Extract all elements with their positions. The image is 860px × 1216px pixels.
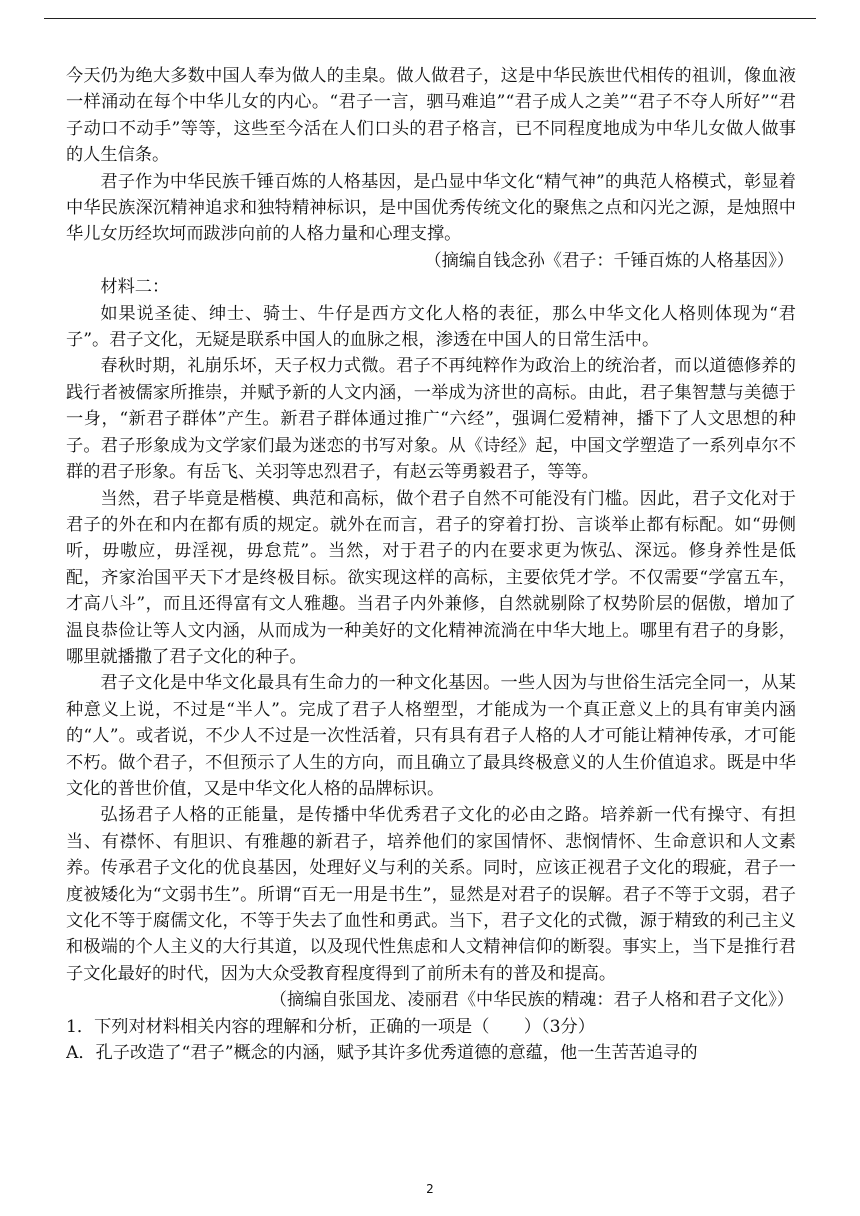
material2-paragraph: 君子文化是中华文化最具有生命力的一种文化基因。一些人因为与世俗生活完全同一，从某种意义上说，不过是“半人”。完成了君子人格塑型，才能成为一个真正意义上的具有审美内涵的“人”。或者说，不少人不过是一次性活着，只有具有君子人格的人才可能让精神传承，才可能不朽。做个君子，不但预示了人生的方向，而且确立了最具终极意义的人生价值追求。既是中华文化的普世价值，又是中华文化人格的品牌标识。	[66, 673, 796, 799]
material2-paragraph: 春秋时期，礼崩乐坏，天子权力式微。君子不再纯粹作为政治上的统治者，而以道德修养的践行者被儒家所推崇，并赋予新的人文内涵，一举成为济世的高标。由此，君子集智慧与美德于一身，“新君子群体”产生。新君子群体通过推广“六经”，强调仁爱精神，播下了人文思想的种子。君子形象成为文学家们最为迷恋的书写对象。从《诗经》起，中国文学塑造了一系列卓尔不群的君子形象。有岳飞、关羽等忠烈君子，有赵云等勇毅君子，等等。	[66, 356, 796, 483]
header-rule	[44, 18, 816, 19]
material1-paragraph: 君子作为中华民族千锤百炼的人格基因，是凸显中华文化“精气神”的典范人格模式，彰显着中华民族深沉精神追求和独特精神标识，是中国优秀传统文化的聚焦之点和闪光之源，是烛照中华儿女历经坎坷而跋涉向前的人格力量和心理支撑。	[66, 171, 796, 245]
material2-source: （摘编自张国龙、凌丽君《中华民族的精魂：君子人格和君子文化》）	[269, 990, 794, 1011]
question-stem: 1．下列对材料相关内容的理解和分析，正确的一项是（ ）（3分）	[66, 1016, 595, 1037]
question-option-a: A．孔子改造了“君子”概念的内涵，赋予其许多优秀道德的意蕴，他一生苦苦追寻的	[66, 1043, 698, 1064]
material2-paragraph: 如果说圣徒、绅士、骑士、牛仔是西方文化人格的表征，那么中华文化人格则体现为“君子”。君子文化，无疑是联系中国人的血脉之根，渗透在中国人的日常生活中。	[66, 303, 796, 351]
material1-paragraph-continued: 今天仍为绝大多数中国人奉为做人的圭臬。做人做君子，这是中华民族世代相传的祖训，像血液一样涌动在每个中华儿女的内心。“君子一言，驷马难追”“君子成人之美”“君子不夺人所好”“君子动口不动手”等等，这些至今活在人们口头的君子格言，已不同程度地成为中华儿女做人做事的人生信条。	[66, 66, 796, 166]
material2-paragraph: 当然，君子毕竟是楷模、典范和高标，做个君子自然不可能没有门槛。因此，君子文化对于君子的外在和内在都有质的规定。就外在而言，君子的穿着打扮、言谈举止都有标配。如“毋侧听，毋嗷应，毋淫视，毋怠荒”。当然，对于君子的内在要求更为恢弘、深远。修身养性是低配，齐家治国平天下才是终极目标。欲实现这样的高标，主要依凭才学。不仅需要“学富五车，才高八斗”，而且还得富有文人雅趣。当君子内外兼修，自然就剔除了权势阶层的倨傲，增加了温良恭俭让等人文内涵，从而成为一种美好的文化精神流淌在中华大地上。哪里有君子的身影，哪里就播撒了君子文化的种子。	[66, 488, 796, 667]
material2-label: 材料二：	[100, 277, 170, 298]
page-number: 2	[426, 1182, 434, 1196]
material2-paragraph: 弘扬君子人格的正能量，是传播中华优秀君子文化的必由之路。培养新一代有操守、有担当、有襟怀、有胆识、有雅趣的新君子，培养他们的家国情怀、悲悯情怀、生命意识和人文素养。传承君子文化的优良基因，处理好义与利的关系。同时，应该正视君子文化的瑕疵，君子一度被矮化为“文弱书生”。所谓“百无一用是书生”，显然是对君子的误解。君子不等于文弱，君子文化不等于腐儒文化，不等于失去了血性和勇武。当下，君子文化的式微，源于精致的利己主义和极端的个人主义的大行其道，以及现代性焦虑和人文精神信仰的断裂。事实上，当下是推行君子文化最好的时代，因为大众受教育程度得到了前所未有的普及和提高。	[66, 805, 796, 984]
document-body	[66, 63, 796, 1066]
material1-source: （摘编自钱念孙《君子：千锤百炼的人格基因》）	[424, 250, 794, 271]
